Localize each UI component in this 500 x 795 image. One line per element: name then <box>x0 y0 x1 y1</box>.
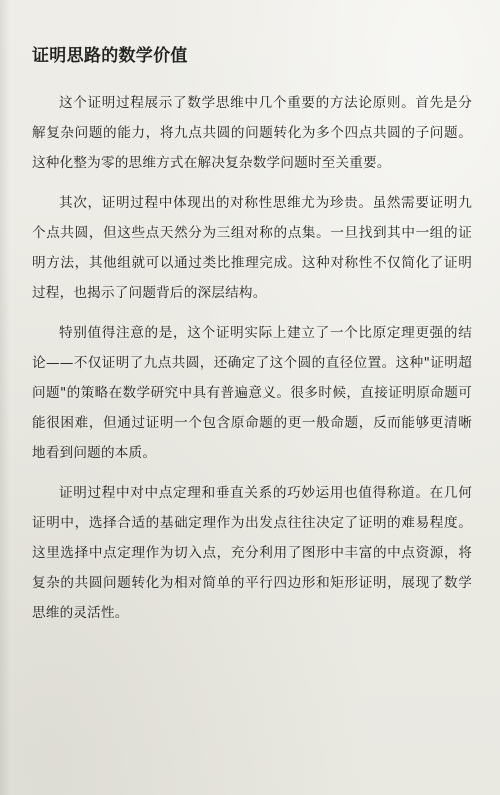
paragraph-2: 其次，证明过程中体现出的对称性思维尤为珍贵。虽然需要证明九个点共圆，但这些点天然分为三组对称的点集。一旦找到其中一组的证明方法，其他组就可以通过类比推理完成。这种对称性不仅简化了证明过程，也揭示了问题背后的深层结构。 <box>32 195 472 301</box>
paragraph-3: 特别值得注意的是，这个证明实际上建立了一个比原定理更强的结论——不仅证明了九点共圆，还确定了这个圆的直径位置。这种"证明超问题"的策略在数学研究中具有普遍意义。很多时候，直接证明原命题可能很困难，但通过证明一个包含原命题的更一般命题，反而能够更清晰地看到问题的本质。 <box>32 325 472 461</box>
paragraph-1: 这个证明过程展示了数学思维中几个重要的方法论原则。首先是分解复杂问题的能力，将九点共圆的问题转化为多个四点共圆的子问题。这种化整为零的思维方式在解决复杂数学问题时至关重要。 <box>32 95 472 171</box>
section-heading: 证明思路的数学价值 <box>32 46 188 66</box>
page-edge-shadow <box>0 0 10 795</box>
document-body <box>32 42 472 638</box>
paragraph-4: 证明过程中对中点定理和垂直关系的巧妙运用也值得称道。在几何证明中，选择合适的基础定理作为出发点往往决定了证明的难易程度。这里选择中点定理作为切入点，充分利用了图形中丰富的中点资源，将复杂的共圆问题转化为相对简单的平行四边形和矩形证明，展现了数学思维的灵活性。 <box>32 485 472 621</box>
